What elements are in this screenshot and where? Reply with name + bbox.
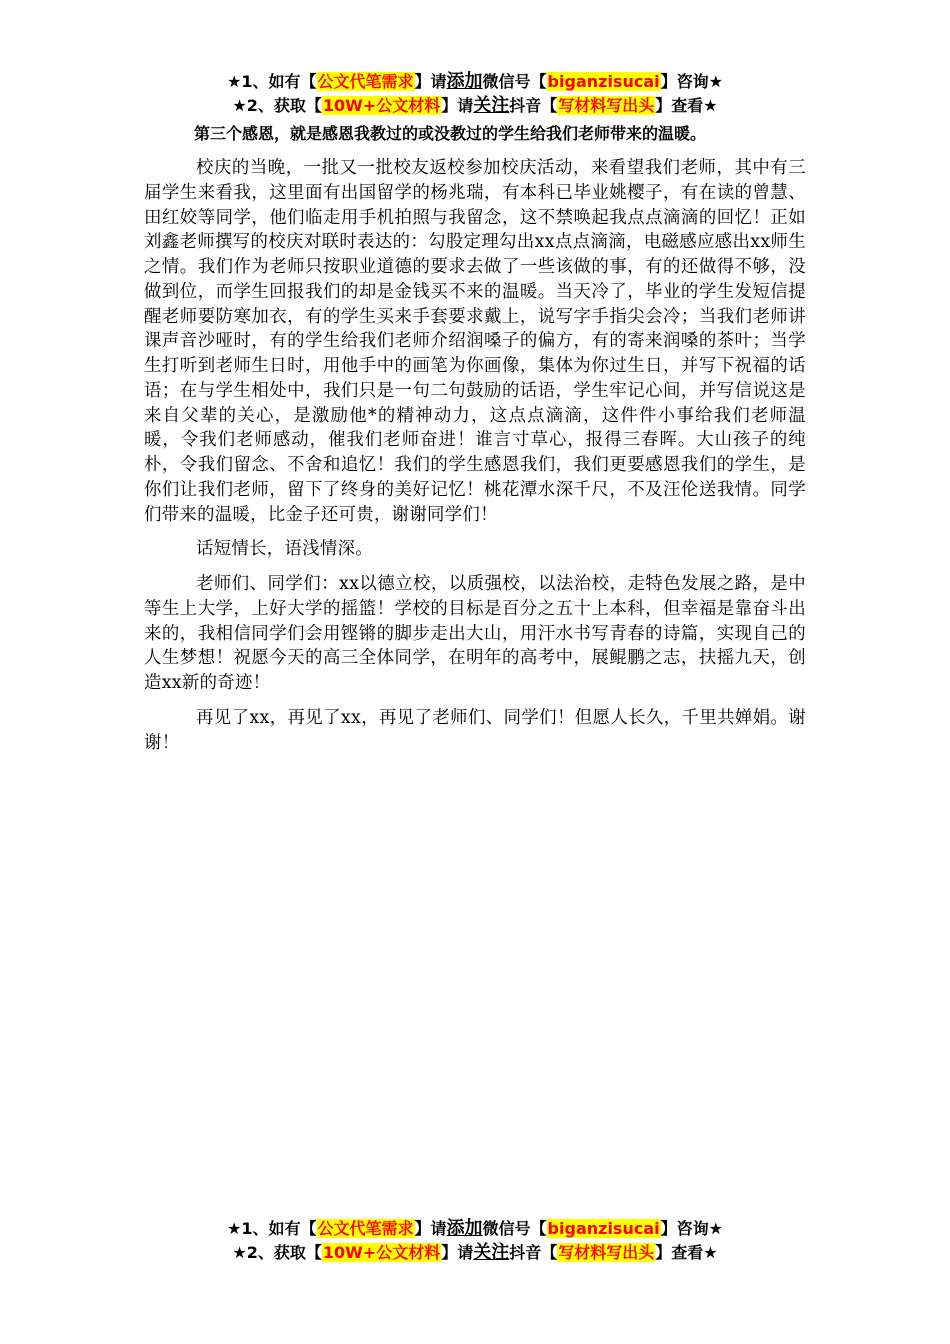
banner-text: ★2、获取【 [232, 96, 322, 115]
section-heading: 第三个感恩，就是感恩我教过的或没教过的学生给我们老师带来的温暖。 [194, 124, 707, 143]
banner-text: 】咨询★ [660, 72, 723, 91]
banner-text: ★2、获取【 [232, 1243, 322, 1262]
banner-text: ★1、如有【 [227, 72, 317, 91]
bottom-banner [0, 1217, 950, 1265]
banner-text: 】咨询★ [660, 1219, 723, 1238]
banner-line-1 [0, 70, 950, 94]
banner-text: 微信号【 [482, 72, 547, 91]
banner-text: 】请 [414, 1219, 447, 1238]
banner-line-2 [0, 94, 950, 118]
document-body [144, 122, 806, 755]
emphasis-add: 添加 [446, 71, 483, 92]
banner-text: 】请 [441, 1243, 474, 1262]
paragraph-1: 校庆的当晚，一批又一批校友返校参加校庆活动，来看望我们老师，其中有三届学生来看我，这里面有出国留学的杨兆瑞，有本科已毕业姚樱子，有在读的曾慧、田红姣等同学，他们临走用手机拍照与我留念，这不禁唤起我点点滴滴的回忆！正如刘鑫老师撰写的校庆对联时表达的：勾股定理勾出xx点点滴滴，电磁感应感出xx师生之情。我们作为老师只按职业道德的要求去做了一些该做的事，有的还做得不够，没做到位，而学生回报我们的却是金钱买不来的温暖。当天冷了，毕业的学生发短信提醒老师要防寒加衣，有的学生买来手套要求戴上，说写字手指尖会冷；当我们老师讲课声音沙哑时，有的学生给我们老师介绍润嗓子的偏方，有的寄来润嗓的茶叶；当学生打听到老师生日时，用他手中的画笔为你画像，集体为你过生日，并写下祝福的话语；在与学生相处中，我们只是一句二句鼓励的话语，学生牢记心间，并写信说这是来自父辈的关心，是激励他*的精神动力，这点点滴滴，这件件小事给我们老师温暖，令我们老师感动，催我们老师奋进！谁言寸草心，报得三春晖。大山孩子的纯朴，令我们留念、不舍和追忆！我们的学生感恩我们，我们更要感恩我们的学生，是你们让我们老师，留下了终身的美好记忆！桃花潭水深千尺，不及汪伦送我情。同学们带来的温暖，比金子还可贵，谢谢同学们！ [144, 158, 806, 525]
banner-text: ★1、如有【 [227, 1219, 317, 1238]
highlight-douyin: 写材料写出头 [558, 1243, 655, 1262]
highlight-material: 10W+公文材料 [322, 96, 441, 115]
banner-text: 】请 [414, 72, 447, 91]
banner-text: 抖音【 [509, 1243, 558, 1262]
banner-line-2 [0, 1241, 950, 1265]
highlight-demand: 公文代笔需求 [317, 1219, 414, 1238]
highlight-demand: 公文代笔需求 [317, 72, 414, 91]
highlight-material: 10W+公文材料 [322, 1243, 441, 1262]
banner-line-1 [0, 1217, 950, 1241]
banner-text: 】查看★ [655, 96, 718, 115]
highlight-wechat-id: biganzisucai [547, 72, 660, 91]
banner-text: 抖音【 [509, 96, 558, 115]
paragraph-4: 再见了xx，再见了xx，再见了老师们、同学们！但愿人长久，千里共婵娟。谢谢！ [144, 707, 806, 753]
banner-text: 】请 [441, 96, 474, 115]
emphasis-add: 添加 [446, 1218, 483, 1239]
emphasis-follow: 关注 [473, 1242, 510, 1263]
paragraph-3: 老师们、同学们：xx以德立校，以质强校，以法治校，走特色发展之路，是中等生上大学，上好大学的摇篮！学校的目标是百分之五十上本科，但幸福是靠奋斗出来的，我相信同学们会用铿锵的脚步走出大山，用汗水书写青春的诗篇，实现自己的人生梦想！祝愿今天的高三全体同学，在明年的高考中，展鲲鹏之志，扶摇九天，创造xx新的奇迹！ [144, 574, 806, 693]
emphasis-follow: 关注 [473, 95, 510, 116]
banner-text: 微信号【 [482, 1219, 547, 1238]
top-banner [0, 70, 950, 118]
highlight-wechat-id: biganzisucai [547, 1219, 660, 1238]
highlight-douyin: 写材料写出头 [558, 96, 655, 115]
banner-text: 】查看★ [655, 1243, 718, 1262]
paragraph-2: 话短情长，语浅情深。 [196, 539, 373, 560]
